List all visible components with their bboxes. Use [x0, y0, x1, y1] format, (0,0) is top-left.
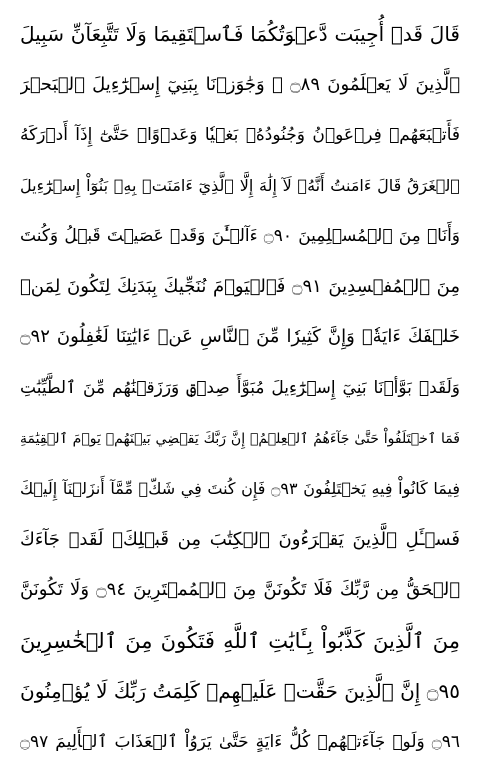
- text-line-1: [20, 10, 460, 58]
- text-line-13: [20, 617, 460, 665]
- text-line-10: [20, 465, 460, 513]
- text-line-2: [20, 61, 460, 109]
- text-line-3: [20, 111, 460, 159]
- text-line-9: [20, 415, 460, 463]
- line-text-4: ٱلۡغَرَقُ قَالَ ءَامَنتُ أَنَّهُۥ لَآ إِلَٰهَ إِلَّا ٱلَّذِيٓ ءَامَنَتۡ بِهِۦ بَنُوٓاْ إِسۡرَٰٓءِيلَ: [20, 175, 460, 195]
- line-text-11: فَسۡـَٔلِ ٱلَّذِينَ يَقۡرَءُونَ ٱلۡكِتَٰبَ مِن قَبۡلِكَۚ لَقَدۡ جَآءَكَ: [20, 528, 460, 550]
- text-line-8: [20, 364, 460, 412]
- text-line-14: [20, 667, 460, 715]
- line-text-1: قَالَ قَدۡ أُجِيبَت دَّعۡوَتُكُمَا فَٱسۡتَقِيمَا وَلَا تَتَّبِعَآنِّ سَبِيلَ: [20, 22, 460, 46]
- verse-lines: [20, 10, 460, 766]
- line-text-5: وَأَنَا۠ مِنَ ٱلۡمُسۡلِمِينَ ۝٩٠ ءَآلۡـَٰٔنَ وَقَدۡ عَصَيۡتَ قَبۡلُ وَكُنتَ: [20, 226, 460, 247]
- text-line-5: [20, 212, 460, 260]
- text-line-11: [20, 516, 460, 564]
- line-text-13: مِنَ ٱلَّذِينَ كَذَّبُواْ بِـَٔايَٰتِ ٱللَّهِ فَتَكُونَ مِنَ ٱلۡخَٰسِرِينَ: [20, 628, 460, 653]
- text-line-6: [20, 263, 460, 311]
- line-text-3: فَأَتۡبَعَهُمۡ فِرۡعَوۡنُ وَجُنُودُهُۥ بَغۡيٗا وَعَدۡوًاۖ حَتَّىٰٓ إِذَآ أَدۡرَكَهُ: [20, 125, 460, 146]
- line-text-14: ۝٩٥ إِنَّ ٱلَّذِينَ حَقَّتۡ عَلَيۡهِمۡ كَلِمَتُ رَبِّكَ لَا يُؤۡمِنُونَ: [20, 679, 460, 704]
- line-text-12: ٱلۡحَقُّ مِن رَّبِّكَ فَلَا تَكُونَنَّ مِنَ ٱلۡمُمۡتَرِينَ ۝٩٤ وَلَا تَكُونَنَّ: [20, 579, 460, 601]
- line-text-8: وَلَقَدۡ بَوَّأۡنَا بَنِيٓ إِسۡرَٰٓءِيلَ مُبَوَّأَ صِدۡقٖ وَرَزَقۡنَٰهُم مِّنَ ٱلطَّيِّبَٰتِ: [20, 377, 460, 398]
- line-text-9: فَمَا ٱخۡتَلَفُواْ حَتَّىٰ جَآءَهُمُ ٱلۡعِلۡمُۚ إِنَّ رَبَّكَ يَقۡضِي بَيۡنَهُمۡ يَوۡمَ ٱلۡقِيَٰمَةِ: [20, 430, 460, 447]
- text-line-7: [20, 313, 460, 361]
- text-line-4: [20, 162, 460, 210]
- line-text-2: ٱلَّذِينَ لَا يَعۡلَمُونَ ۝٨٩ ۞ وَجَٰوَزۡنَا بِبَنِيٓ إِسۡرَٰٓءِيلَ ٱلۡبَحۡرَ: [20, 73, 460, 95]
- line-text-15: ۝٩٦ وَلَوۡ جَآءَتۡهُمۡ كُلُّ ءَايَةٍ حَتَّىٰ يَرَوُاْ ٱلۡعَذَابَ ٱلۡأَلِيمَ ۝٩٧: [20, 731, 460, 752]
- line-text-7: خَلۡفَكَ ءَايَةٗۚ وَإِنَّ كَثِيرٗا مِّنَ ٱلنَّاسِ عَنۡ ءَايَٰتِنَا لَغَٰفِلُونَ ۝٩٢: [20, 326, 460, 348]
- text-line-15: [20, 718, 460, 766]
- line-text-6: مِنَ ٱلۡمُفۡسِدِينَ ۝٩١ فَٱلۡيَوۡمَ نُنَجِّيكَ بِبَدَنِكَ لِتَكُونَ لِمَنۡ: [20, 275, 460, 297]
- line-text-10: فِيمَا كَانُواْ فِيهِ يَخۡتَلِفُونَ ۝٩٣ فَإِن كُنتَ فِي شَكّٖ مِّمَّآ أَنزَلۡنَآ إِلَيۡكَ: [20, 479, 460, 499]
- text-line-12: [20, 566, 460, 614]
